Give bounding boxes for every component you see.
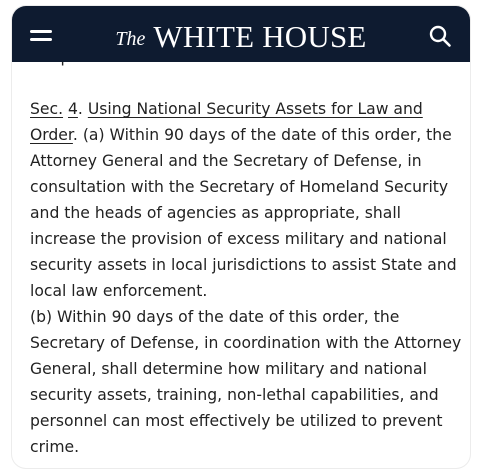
search-icon[interactable] <box>428 24 452 48</box>
section-prefix-link[interactable]: Sec. <box>30 100 64 118</box>
logo-prefix: The <box>115 28 146 50</box>
article-content <box>30 44 462 460</box>
paragraph-a: (a) Within 90 days of the date of this order, the Attorney General and the Secretary of Defense, in consultation with the Secretary of Homeland Security and the heads of agencies as appropriate, shall increase the provision of excess military and national security assets in local jurisdictions to assist State and local law enforcement. <box>30 126 457 300</box>
section-title-link[interactable]: Using National Security Assets for Law and Order <box>30 100 423 144</box>
logo-name: WHITE HOUSE <box>153 19 367 54</box>
section-number-link[interactable]: 4 <box>68 100 78 118</box>
paragraph-b: (b) Within 90 days of the date of this order, the Secretary of Defense, in coordination with the Attorney General, shall determine how military and national security assets, training, non-lethal capabilities, and personnel can most effectively be utilized to prevent crime. <box>30 308 462 456</box>
section-4: Sec. 4. Using National Security Assets for Law and Order. (a) Within 90 days of the date of this order, the Attorney General and the Secretary of Defense, in consultation with the Secretary of Homeland Security and the heads of agencies as appropriate, shall increase the provision of excess military and national security assets in local jurisdictions to assist State and local law enforcement. <box>30 100 457 300</box>
site-logo[interactable] <box>12 19 470 55</box>
site-header <box>12 6 470 62</box>
browser-frame <box>12 6 470 468</box>
